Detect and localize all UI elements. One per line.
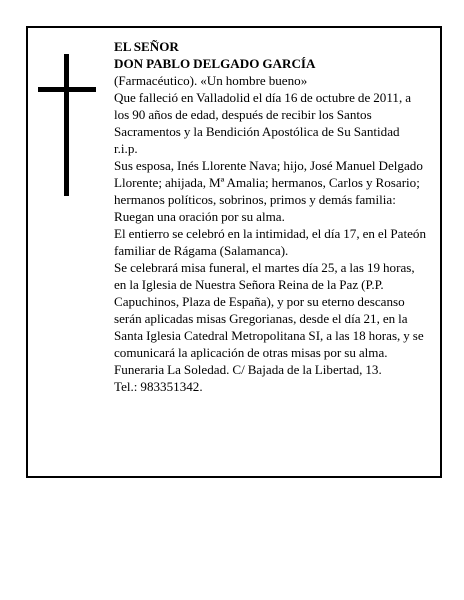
obituary-text [114, 38, 426, 395]
cross-horizontal-bar [38, 87, 96, 92]
family-paragraph: Sus esposa, Inés Llorente Nava; hijo, José Manuel Delgado Llorente; ahijada, Mª Amalia; hermanos, Carlos y Rosario; hermanos políticos, sobrinos, primos y demás familia: [114, 158, 423, 207]
funeral-home: Funeraria La Soledad. C/ Bajada de la Libertad, 13. [114, 362, 382, 377]
subtitle: (Farmacéutico). «Un hombre bueno» [114, 73, 308, 88]
title-line-2: DON PABLO DELGADO GARCÍA [114, 56, 316, 71]
death-paragraph: Que falleció en Valladolid el día 16 de octubre de 2011, a los 90 años de edad, después de recibir los Santos Sacramentos y la Bendición Apostólica de Su Santidad [114, 90, 412, 139]
burial-paragraph: El entierro se celebró en la intimidad, el día 17, en el Pateón familiar de Rágama (Salamanca). [114, 226, 426, 258]
phone: Tel.: 983351342. [114, 379, 203, 394]
mass-paragraph: Se celebrará misa funeral, el martes día 25, a las 19 horas, en la Iglesia de Nuestra Señora Reina de la Paz (P.P. Capuchinos, Plaza de España), y por su eterno descanso serán aplicadas misas Gregorianas, desde el día 21, en la Santa Iglesia Catedral Metropolitana SI, a las 18 horas, y se comunicará la aplicación de otras misas por su alma. [114, 260, 424, 360]
title-line-1: EL SEÑOR [114, 39, 179, 54]
rip: r.i.p. [114, 141, 138, 156]
prayer-line: Ruegan una oración por su alma. [114, 209, 285, 224]
cross-vertical-bar [64, 54, 69, 196]
